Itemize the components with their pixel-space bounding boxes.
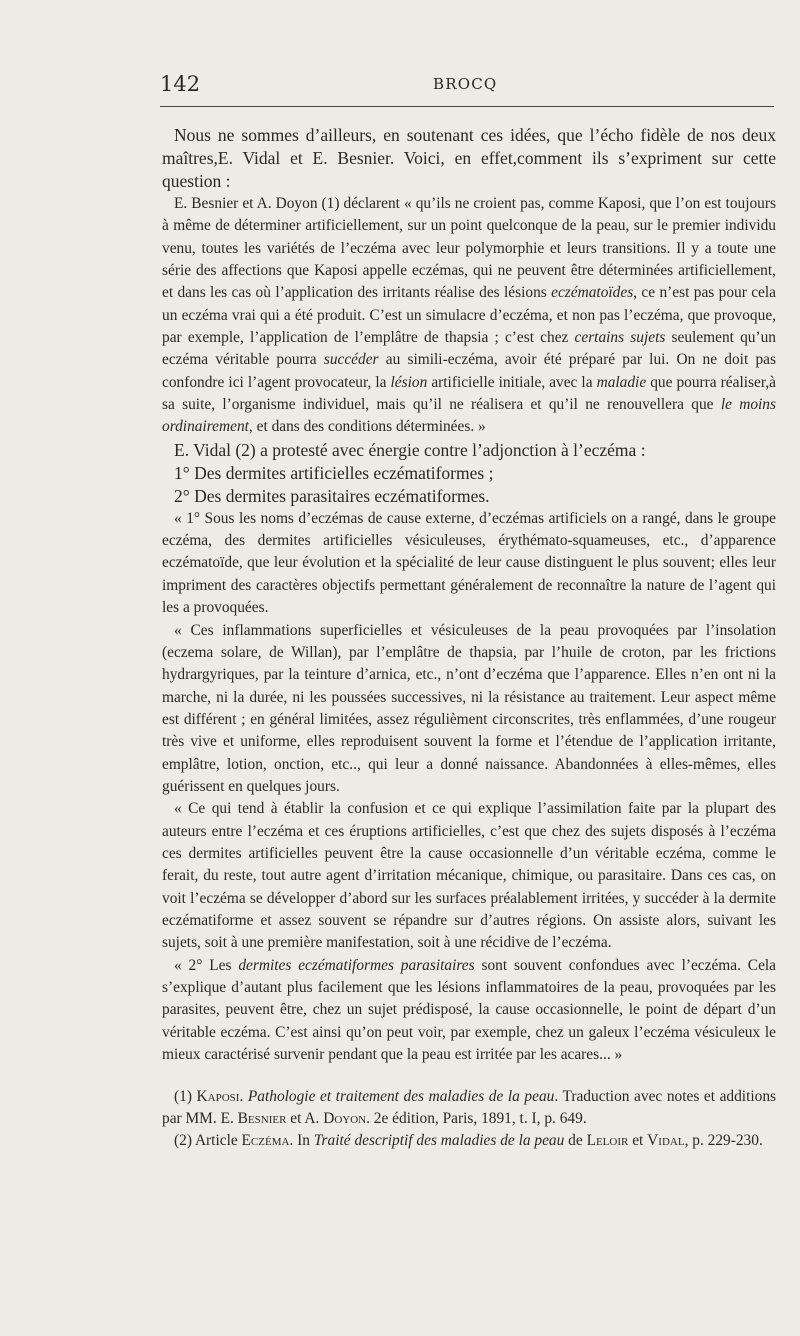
- page-number: 142: [160, 72, 201, 96]
- list-item-2: 2° Des dermites parasitaires eczématiformes.: [174, 485, 490, 506]
- quote-besnier-doyon: E. Besnier et A. Doyon (1) déclarent « qu’ils ne croient pas, comme Kaposi, que l’on est toujours à même de déterminer artificiellement, sur un point quelconque de la peau, sur le premier individu venu, toutes les variétés de l’eczéma avec leur polymorphie et leurs transitions. Il y a toute une série des affections que Kaposi appelle eczémas, qui ne peuvent être déterminées artificiellement, et dans les cas où l’application des irritants réalise des lésions eczématoïdes, ce n’est pas pour cela un eczéma vrai qui a été produit. C’est un simulacre d’eczéma, et non pas l’eczéma, que provoque, par exemple, l’application de l’emplâtre de thapsia ; c’est chez certains sujets seulement qu’un eczéma véritable pourra succéder au simili-eczéma, avoir été préparé par lui. On ne doit pas confondre ici l’agent provocateur, la lésion artificielle initiale, avec la maladie que pourra réaliser,à sa suite, l’organisme individuel, mais qu’il ne réalisera et qu’il ne renouvellera que le moins ordinairement, et dans des conditions déterminées. »: [162, 195, 777, 436]
- quote-vidal-4: « 2° Les dermites eczématiformes parasitaires sont souvent confondues avec l’eczéma. Cela s’explique d’autant plus facilement que les lésions inflammatoires de la peau, provoquées par les parasites, peuvent être, chez un sujet prédisposé, la cause occasionnelle, le point de départ d’un véritable eczéma. C’est ainsi qu’on peut voir, par exemple, chez un galeux l’eczéma vésiculeux le mieux caractérisé survenir pendant que la peau est irritée par les acares... »: [162, 956, 777, 1064]
- quote-vidal-2: « Ces inflammations superficielles et vésiculeuses de la peau provoquées par l’insolation (eczema solare, de Willan), par l’emplâtre de thapsia, par l’huile de croton, par les frictions hydrargyriques, par la teinture d’arnica, etc., n’ont d’eczéma que l’apparence. Elles n’en ont ni la marche, ni la durée, ni les poussées successives, ni la résistance au traitement. Leur aspect même est différent ; en général limitées, assez régulièment circonscrites, très enflammées, d’une rougeur très vive et uniforme, elles reproduisent souvent la forme et l’étendue de l’application irritante, emplâtre, lotion, onction, etc.., qui leur a donné naissance. Abandonnées à elles-mêmes, elles guérissent en quelques jours.: [162, 621, 776, 795]
- footnotes: [162, 1086, 776, 1152]
- page-header: [160, 72, 774, 102]
- quote-vidal-3: « Ce qui tend à établir la confusion et ce qui explique l’assimilation faite par la plupart des auteurs entre l’eczéma et ces éruptions artificielles, c’est que chez des sujets disposés à l’eczéma ces dermites artificielles peuvent être la cause occasionnelle d’un véritable eczéma, comme le ferait, du reste, tout autre agent d’irritation mécanique, chimique, ou parasitaire. Dans ces cas, on voit l’eczéma se développer d’abord sur les surfaces préalablement irritées, y succéder à la dermite eczématiforme et assez souvent se répandre sur d’autres régions. On assiste alors, suivant les sujets, soit à une première manifestation, soit à une récidive de l’eczéma.: [162, 800, 776, 952]
- main-text: [162, 124, 776, 1152]
- running-head: BROCQ: [433, 75, 498, 93]
- paragraph-vidal: E. Vidal (2) a protesté avec énergie contre l’adjonction à l’eczéma :: [174, 439, 646, 460]
- footnote-1: (1) Kaposi. Pathologie et traitement des maladies de la peau. Traduction avec notes et additions par MM. E. Besnier et A. Doyon. 2e édition, Paris, 1891, t. I, p. 649.: [162, 1088, 776, 1128]
- paragraph-intro: Nous ne sommes d’ailleurs, en soutenant ces idées, que l’écho fidèle de nos deux maîtres,E. Vidal et E. Besnier. Voici, en effet,comment ils s’expriment sur cette question :: [162, 125, 776, 191]
- quote-vidal-1: « 1° Sous les noms d’eczémas de cause externe, d’eczémas artificiels on a rangé, dans le groupe eczéma, des dermites artificielles vésiculeuses, érythémato-squameuses, etc., d’apparence eczématoïde, que leur évolution et la spécialité de leur cause distinguent le plus souvent; elles leur impriment des caractères objectifs permettant généralement de reconnaître la nature de l’agent qui les a provoquées.: [162, 509, 776, 617]
- header-rule: [160, 106, 774, 107]
- footnote-2: (2) Article Eczéma. In Traité descriptif des maladies de la peau de Leloir et Vidal, p. 229-230.: [174, 1132, 763, 1150]
- list-item-1: 1° Des dermites artificielles eczématiformes ;: [174, 462, 494, 483]
